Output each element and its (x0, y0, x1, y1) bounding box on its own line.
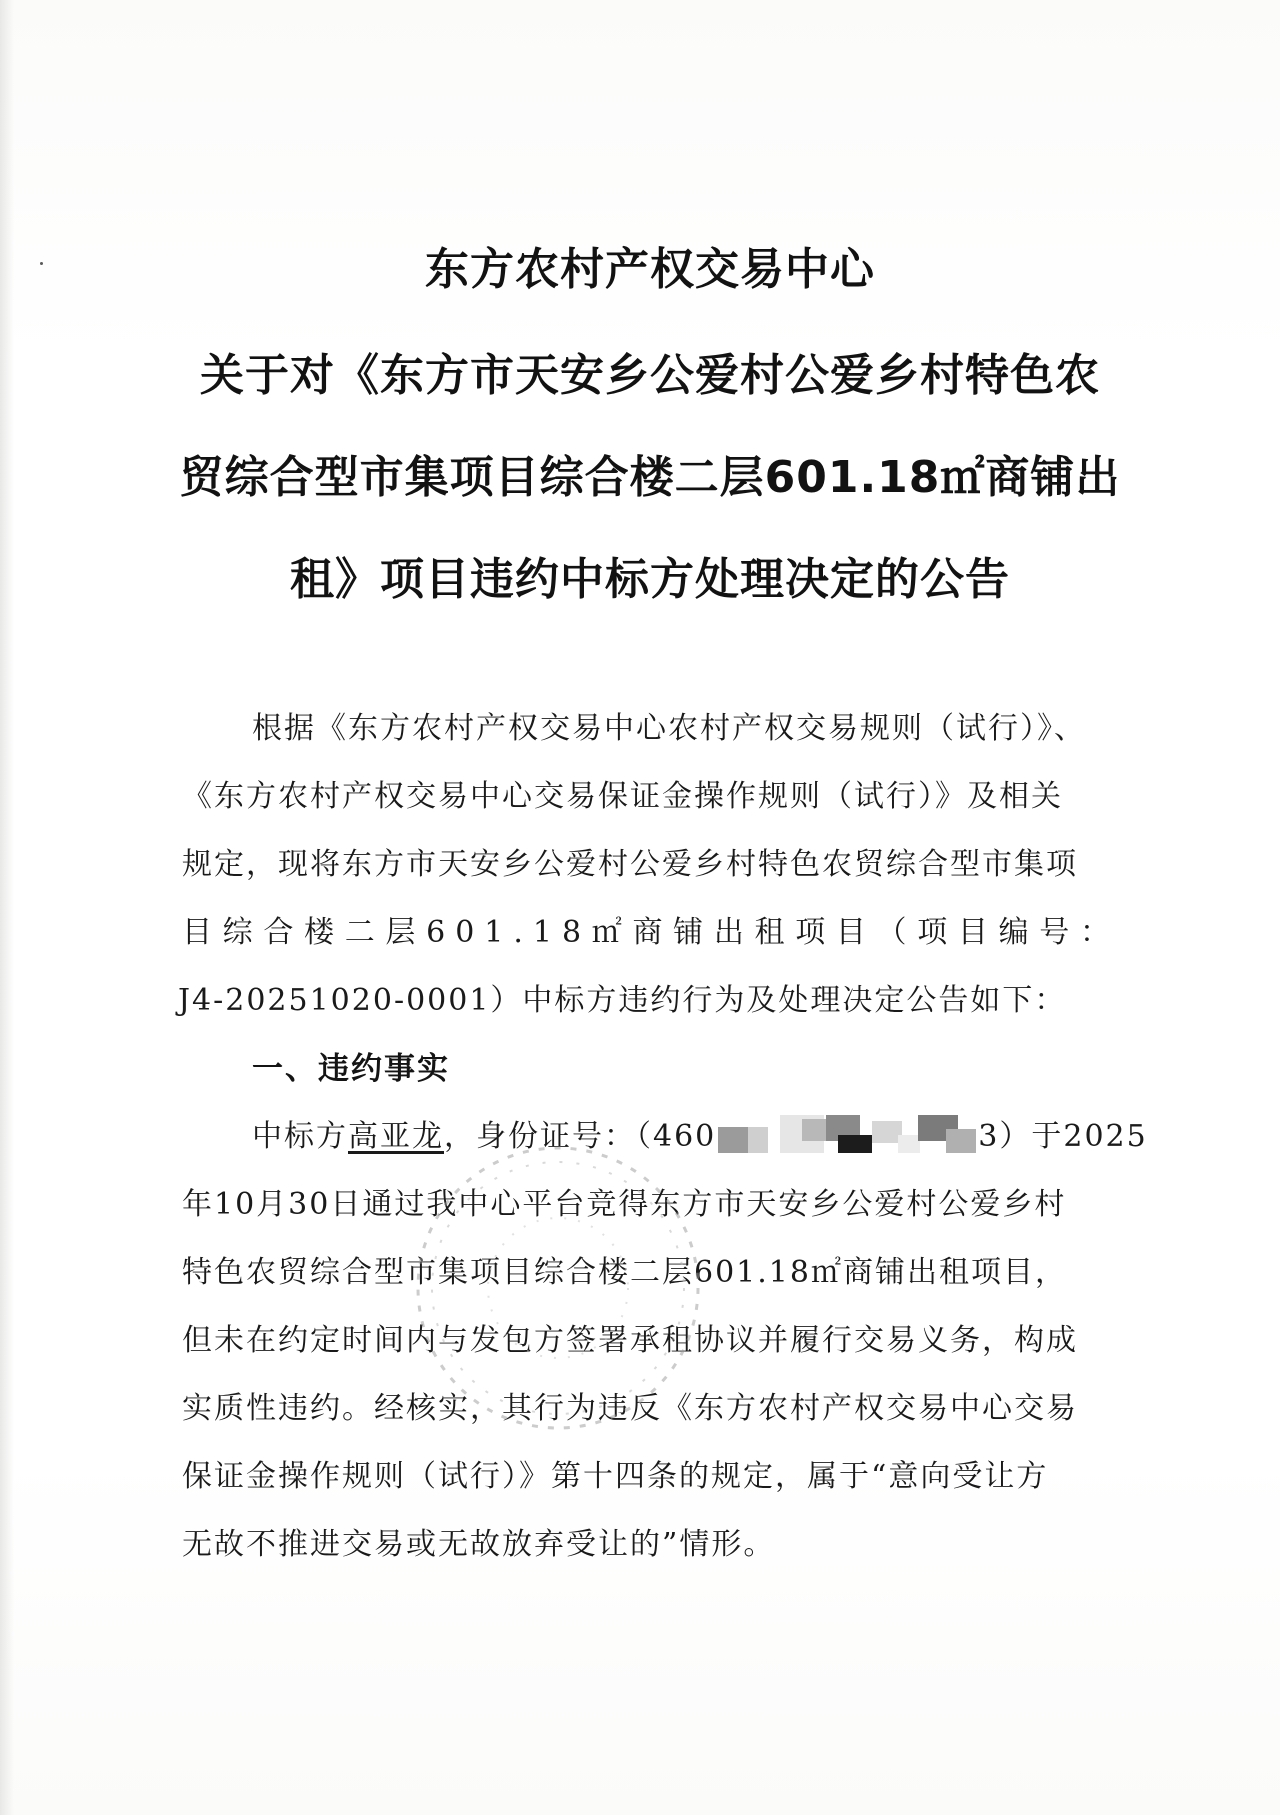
scan-speck (40, 262, 43, 265)
faint-seal-stamp (408, 1138, 708, 1438)
violation-line-3: 特色农贸综合型市集项目综合楼二层601.18㎡商铺出租项目， (182, 1255, 1067, 1290)
bidder-name: 高亚龙 (348, 1119, 444, 1154)
violation-line-6: 保证金操作规则（试行）》第十四条的规定，属于“意向受让方 (182, 1459, 1049, 1494)
bidder-prefix: 中标方 (252, 1119, 348, 1154)
id-number-mosaic (718, 1115, 976, 1153)
title-line-2: 关于对《东方市天安乡公爱村公爱乡村特色农 (200, 350, 1100, 401)
award-date-start: ）于2025 (999, 1119, 1148, 1154)
section-heading: 一、违约事实 (252, 1051, 450, 1087)
intro-line-1: 根据《东方农村产权交易中心农村产权交易规则（试行）》、 (252, 711, 1086, 746)
intro-line-4: 目综合楼二层601.18㎡商铺出租项目（项目编号： (182, 915, 1120, 950)
id-number-start: 460 (653, 1119, 717, 1154)
id-label: ，身份证号：（ (444, 1119, 653, 1154)
title-line-1: 东方农村产权交易中心 (425, 244, 875, 295)
intro-line-2: 《东方农村产权交易中心交易保证金操作规则（试行）》及相关 (182, 779, 1063, 814)
violation-line-7: 无故不推进交易或无故放弃受让的”情形。 (182, 1527, 776, 1562)
violation-line-4: 但未在约定时间内与发包方签署承租协议并履行交易义务，构成 (182, 1323, 1078, 1358)
page-edge-shadow (0, 0, 14, 1815)
title-line-3: 贸综合型市集项目综合楼二层601.18㎡商铺出 (179, 452, 1121, 503)
id-number-end: 3 (978, 1119, 1000, 1154)
violation-line-5: 实质性违约。经核实，其行为违反《东方农村产权交易中心交易 (182, 1391, 1078, 1426)
intro-line-3: 规定，现将东方市天安乡公爱村公爱乡村特色农贸综合型市集项 (182, 847, 1078, 882)
intro-line-5: J4-20251020-0001）中标方违约行为及处理决定公告如下： (178, 983, 1067, 1018)
title-line-4: 租》项目违约中标方处理决定的公告 (290, 554, 1010, 605)
violation-line-2: 年10月30日通过我中心平台竞得东方市天安乡公爱村公爱乡村 (182, 1187, 1067, 1222)
